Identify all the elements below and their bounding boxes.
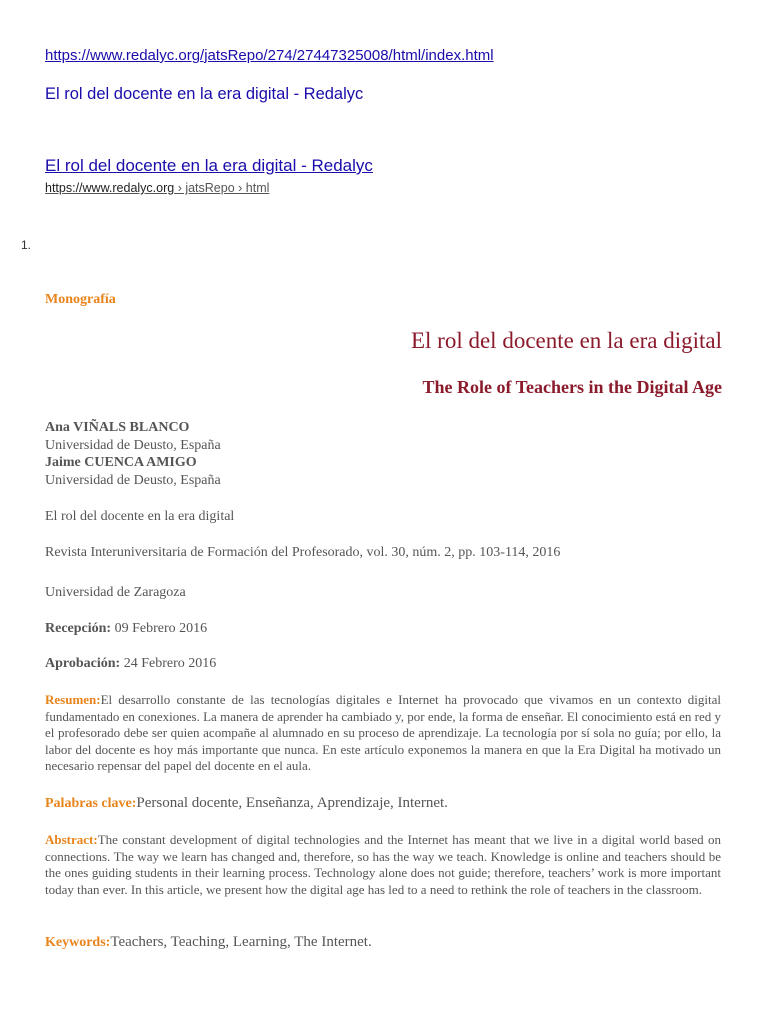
publisher: Universidad de Zaragoza xyxy=(45,585,186,600)
abstract-paragraph xyxy=(45,832,721,898)
running-title: El rol del docente en la era digital xyxy=(45,509,235,524)
section-label: Monografía xyxy=(45,292,116,307)
abstract-text: The constant development of digital technologies and the Internet has meant that we live in a digital world based on connections. The way we learn has changed and, therefore, so has the way we teach. Knowledge is online and teachers should be the ones guiding students in their learning process. Technology alone does not guide; therefore, teachers’ work is more important today than ever. In this article, we present how the digital age has led to a need to rethink the role of teachers in the classroom. xyxy=(45,832,721,897)
received-value: 09 Febrero 2016 xyxy=(111,621,208,636)
resumen-text: El desarrollo constante de las tecnologías digitales e Internet ha provocado que vivamos en un contexto digital fundamentado en conexiones. La manera de aprender ha cambiado y, por ende, la forma de enseñar. El conocimiento está en red y el profesorado debe ser quien acompañe al alumnado en su proceso de aprendizaje. La tecnología por sí sola no guía; por ello, la labor del docente es hoy más importante que nunca. En este artículo exponemos la manera en que la Era Digital ha motivado un necesario repensar del papel del docente en el aula. xyxy=(45,692,721,773)
journal-citation: Revista Interuniversitaria de Formación del Profesorado, vol. 30, núm. 2, pp. 103-114, 2016 xyxy=(45,545,561,560)
keywords xyxy=(45,934,372,951)
resumen-paragraph xyxy=(45,692,721,775)
source-url-link[interactable]: https://www.redalyc.org/jatsRepo/274/27447325008/html/index.html xyxy=(45,47,494,64)
article-title: El rol del docente en la era digital xyxy=(410,328,722,353)
palabras-text: Personal docente, Enseñanza, Aprendizaje, Internet. xyxy=(136,795,448,811)
search-result-cite[interactable] xyxy=(45,181,269,195)
approved-date xyxy=(45,656,216,672)
authors-block xyxy=(45,419,221,489)
author-affiliation: Universidad de Deusto, España xyxy=(45,437,221,453)
approved-value: 24 Febrero 2016 xyxy=(120,656,217,671)
abstract-label: Abstract: xyxy=(45,832,98,847)
received-date xyxy=(45,621,207,637)
keywords-text: Teachers, Teaching, Learning, The Internet. xyxy=(110,934,372,950)
received-label: Recepción: xyxy=(45,621,112,636)
cite-host: https://www.redalyc.org xyxy=(45,181,175,195)
keywords-label: Keywords: xyxy=(45,935,111,950)
article-subtitle: The Role of Teachers in the Digital Age xyxy=(422,377,722,397)
author-name: Jaime CUENCA AMIGO xyxy=(45,455,197,470)
palabras-clave xyxy=(45,795,448,812)
approved-label: Aprobación: xyxy=(45,656,121,671)
list-number: 1. xyxy=(21,238,32,252)
author-affiliation: Universidad de Deusto, España xyxy=(45,472,221,488)
source-title-text: El rol del docente en la era digital - Redalyc xyxy=(45,85,364,103)
cite-path: › jatsRepo › html xyxy=(174,181,270,195)
search-result-title-link[interactable]: El rol del docente en la era digital - Redalyc xyxy=(45,156,373,175)
author-name: Ana VIÑALS BLANCO xyxy=(45,420,190,435)
resumen-label: Resumen: xyxy=(45,692,101,707)
palabras-label: Palabras clave: xyxy=(45,796,137,811)
